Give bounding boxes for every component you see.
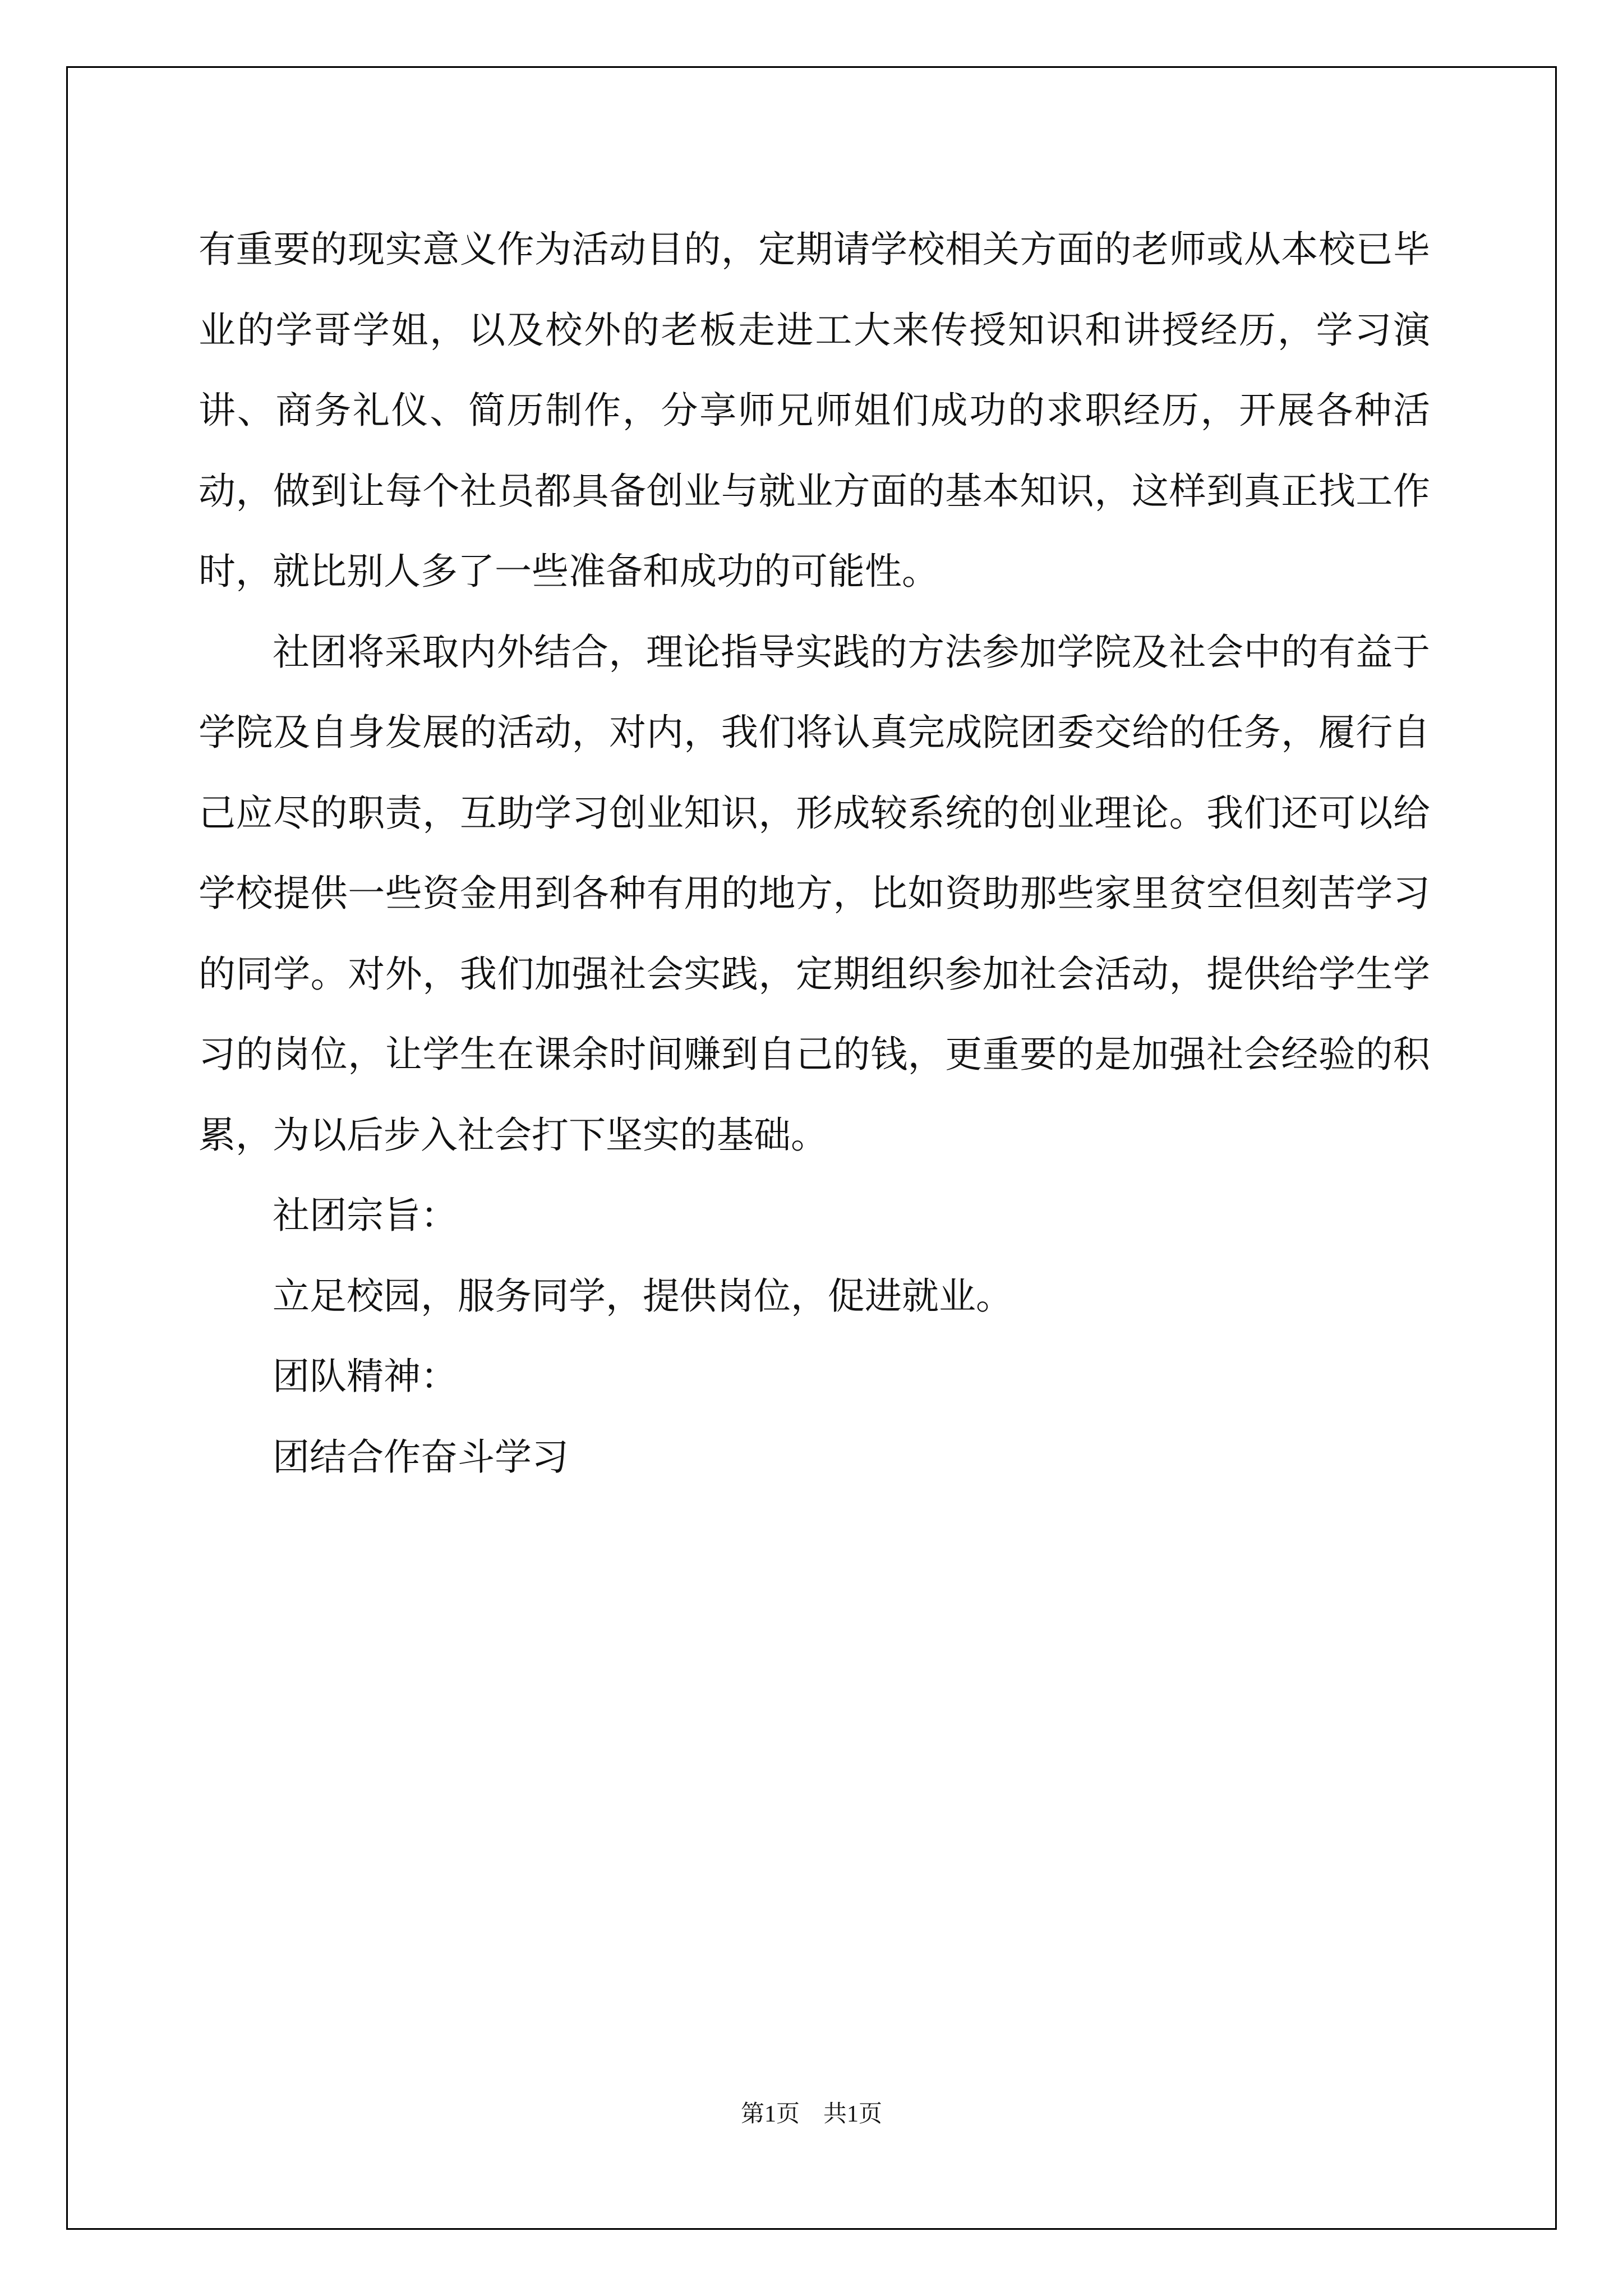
heading-club-tenet: 社团宗旨： xyxy=(273,1194,458,1237)
page-number-footer: 第1页 共1页 xyxy=(740,2101,882,2127)
document-body xyxy=(199,209,1430,1497)
paragraph-club-approach: 社团将采取内外结合，理论指导实践的方法参加学院及社会中的有益于学院及自身发展的活动，对内，我们将认真完成院团委交给的任务，履行自己应尽的职责，互助学习创业知识，形成较系统的创业理论。我们还可以给学校提供一些资金用到各种有用的地方，比如资助那些家里贫空但刻苦学习的同学。对外，我们加强社会实践，定期组织参加社会活动，提供给学生学习的岗位，让学生在课余时间赚到自己的钱，更重要的是加强社会经验的积累，为以后步入社会打下坚实的基础。 xyxy=(199,630,1430,1157)
paragraph-activity-purpose: 有重要的现实意义作为活动目的，定期请学校相关方面的老师或从本校已毕业的学哥学姐，以及校外的老板走进工大来传授知识和讲授经历，学习演讲、商务礼仪、简历制作，分享师兄师姐们成功的求职经历，开展各种活动，做到让每个社员都具备创业与就业方面的基本知识，这样到真正找工作时，就比别人多了一些准备和成功的可能性。 xyxy=(199,228,1430,593)
paragraph-club-tenet: 立足校园，服务同学，提供岗位，促进就业。 xyxy=(273,1274,1013,1318)
heading-team-spirit: 团队精神： xyxy=(273,1355,458,1398)
paragraph-team-spirit: 团结合作奋斗学习 xyxy=(273,1435,569,1479)
